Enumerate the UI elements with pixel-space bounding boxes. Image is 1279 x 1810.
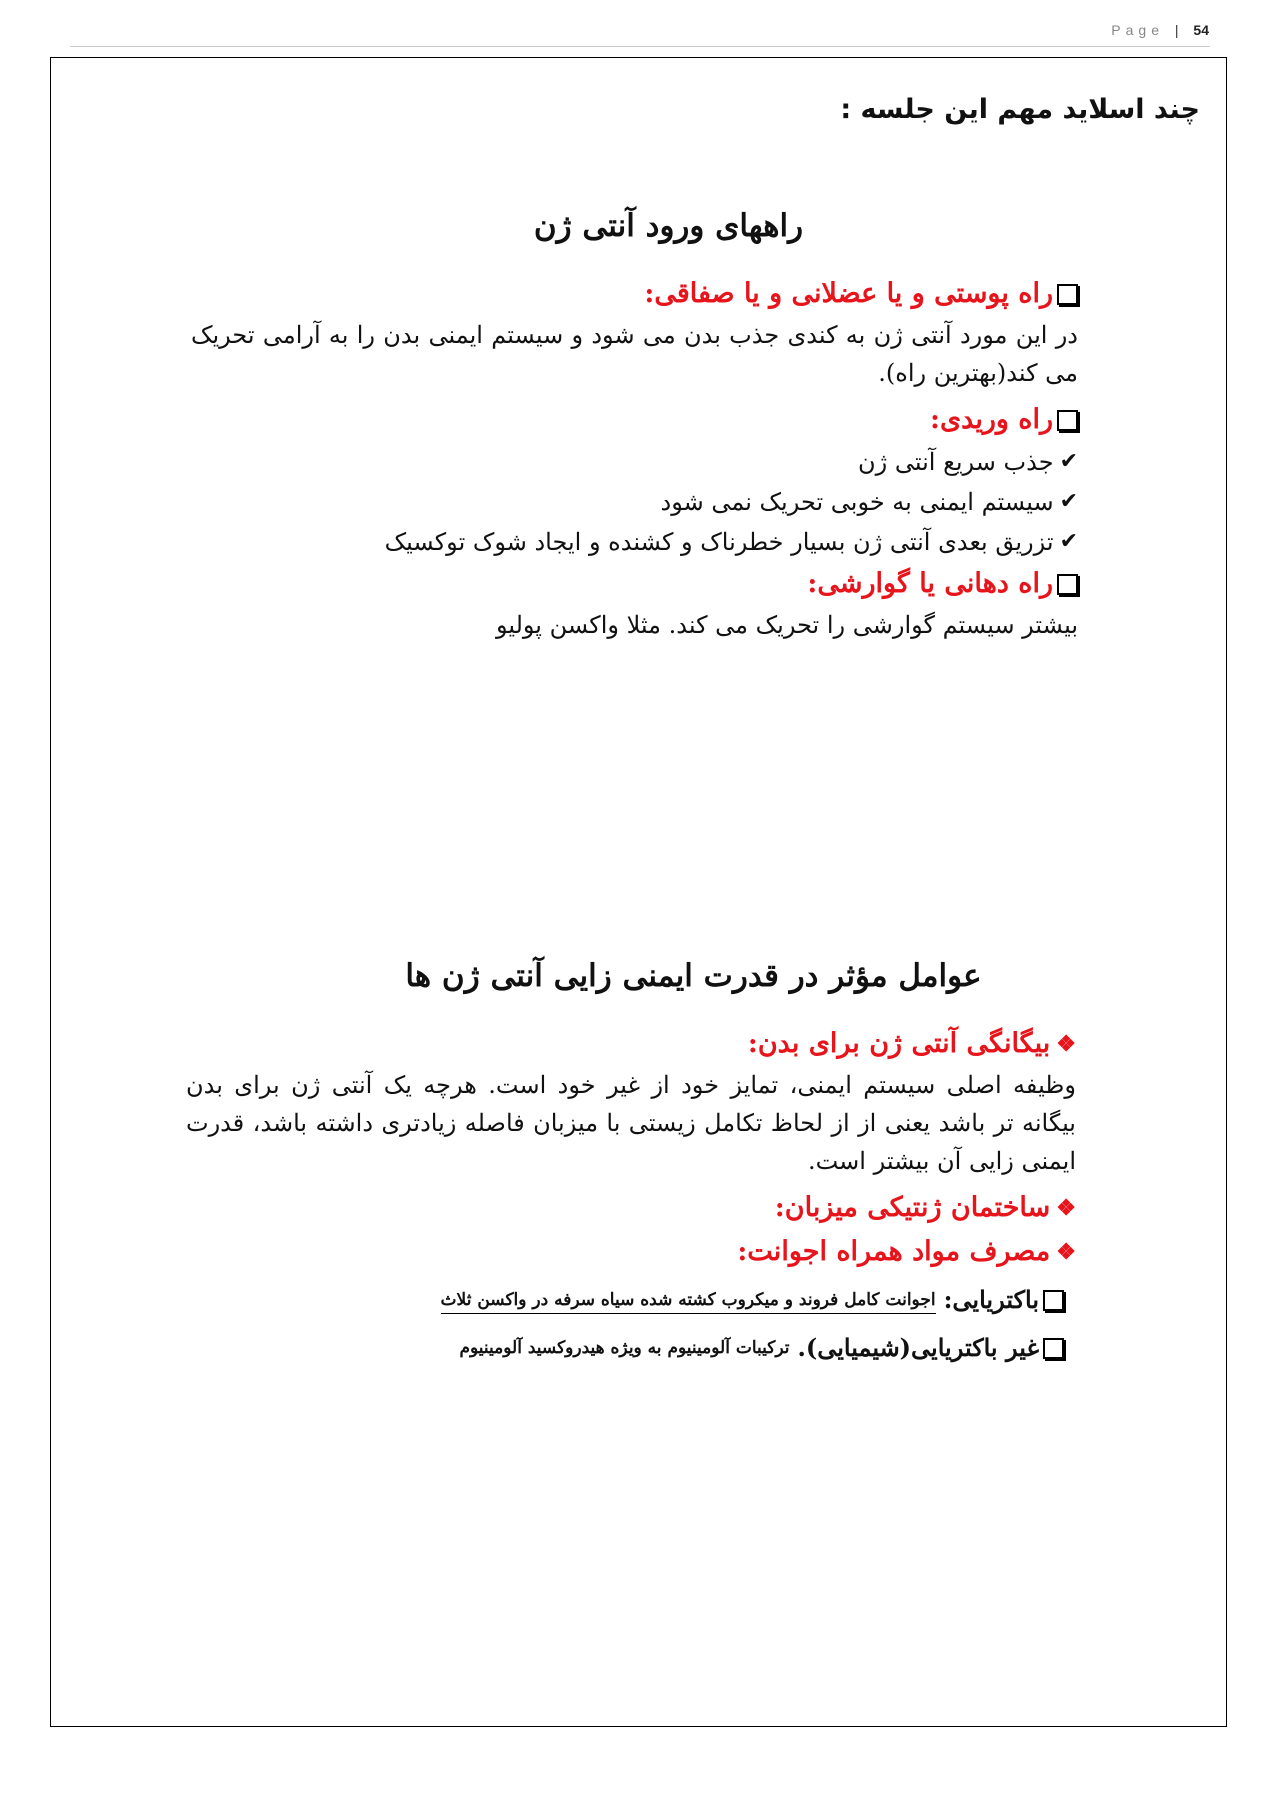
route-heading [191, 562, 1078, 606]
adjuvant-label: باکتریایی: [943, 1285, 1039, 1314]
checkmark-icon: ✔ [1059, 449, 1078, 474]
adjuvant-item [186, 1278, 1064, 1322]
slide-antigen-entry-routes [51, 208, 1226, 650]
diamond-bullet-icon: ❖ [1056, 1239, 1076, 1265]
diamond-bullet-icon: ❖ [1056, 1031, 1076, 1057]
list-item [191, 442, 1078, 482]
route-description: بیشتر سیستم گوارشی را تحریک می کند. مثلا واکسن پولیو [495, 611, 1078, 639]
factor-heading-text: مصرف مواد همراه اجوانت: [737, 1236, 1051, 1267]
page-number: 54 [1193, 22, 1209, 38]
adjuvant-label: غیر باکتریایی(شیمیایی). [797, 1333, 1039, 1362]
route-description: در این مورد آنتی ژن به کندی جذب بدن می شود و سیستم ایمنی بدن را به آرامی تحریک می کند(بهترین راه). [191, 321, 1078, 387]
check-list [191, 442, 1078, 562]
slide-title: راههای ورود آنتی ژن [533, 208, 804, 244]
list-item-text: جذب سریع آنتی ژن [858, 448, 1054, 476]
checkbox-bullet-icon [1057, 574, 1078, 595]
route-heading [191, 398, 1078, 442]
route-heading-text: راه وریدی: [930, 404, 1053, 435]
factor-heading-text: بیگانگی آنتی ژن برای بدن: [747, 1028, 1051, 1059]
list-item-text: سیستم ایمنی به خوبی تحریک نمی شود [660, 488, 1054, 516]
factor-heading [186, 1230, 1076, 1274]
factor-heading-text: ساختمان ژنتیکی میزبان: [774, 1192, 1051, 1223]
diamond-bullet-icon: ❖ [1056, 1195, 1076, 1221]
header-rule [70, 46, 1210, 47]
factor-heading [186, 1186, 1076, 1230]
route-heading [191, 272, 1078, 316]
main-title: چند اسلاید مهم این جلسه : [840, 94, 1200, 125]
checkbox-bullet-icon [1057, 410, 1078, 431]
slide-title: عوامل مؤثر در قدرت ایمنی زایی آنتی ژن ها [405, 958, 982, 994]
checkbox-bullet-icon [1043, 1338, 1064, 1359]
route-heading-text: راه پوستی و یا عضلانی و یا صفاقی: [644, 278, 1053, 309]
page-frame [50, 57, 1227, 1727]
adjuvant-list [186, 1278, 1076, 1370]
checkbox-bullet-icon [1057, 284, 1078, 305]
slide-body [51, 1022, 1226, 1370]
checkmark-icon: ✔ [1059, 529, 1078, 554]
page-header [1111, 22, 1209, 38]
slide-immunogenicity-factors [51, 958, 1226, 1370]
page-label: Page [1111, 22, 1164, 38]
slide-body [51, 272, 1226, 644]
factor-description: وظیفه اصلی سیستم ایمنی، تمایز خود از غیر خود است. هرچه یک آنتی ژن برای بدن بیگانه تر باشد یعنی از از لحاظ تکامل زیستی با میزبان فاصله زیادتری داشته باشد، قدرت ایمنی زایی آن بیشتر است. [186, 1071, 1076, 1175]
adjuvant-description: ترکیبات آلومینیوم به ویژه هیدروکسید آلومینیوم [459, 1338, 790, 1358]
list-item [191, 522, 1078, 562]
adjuvant-description: اجوانت کامل فروند و میکروب کشته شده سیاه سرفه در واکسن ثلاث [441, 1287, 936, 1314]
checkmark-icon: ✔ [1059, 489, 1078, 514]
page-separator: | [1174, 22, 1179, 38]
checkbox-bullet-icon [1043, 1290, 1064, 1311]
route-heading-text: راه دهانی یا گوارشی: [807, 568, 1053, 599]
list-item-text: تزریق بعدی آنتی ژن بسیار خطرناک و کشنده و ایجاد شوک توکسیک [384, 528, 1054, 556]
adjuvant-item [186, 1326, 1064, 1370]
factor-heading [186, 1022, 1076, 1066]
list-item [191, 482, 1078, 522]
page-content [51, 58, 1226, 1726]
